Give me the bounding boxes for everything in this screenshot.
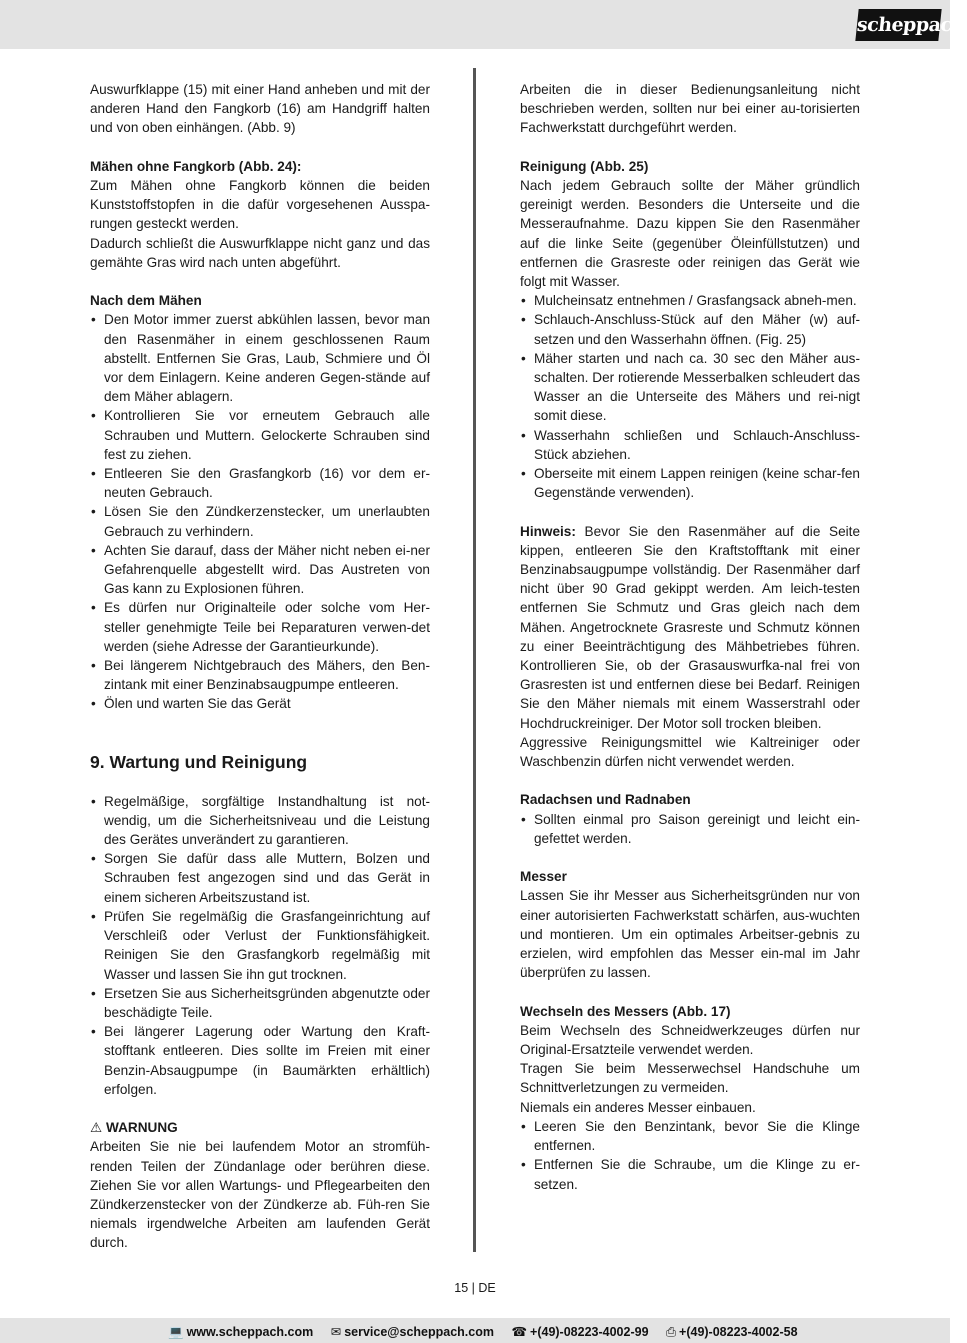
page-number: 15 | DE (454, 1281, 496, 1295)
footer-web[interactable] (168, 1325, 313, 1339)
phone-icon: ☎ (511, 1325, 528, 1339)
warning-text: Arbeiten Sie nie bei laufendem Motor an stromfüh-renden Teilen der Zündanlage oder berühren diese. Ziehen Sie vor allen Wartungs- und Pflegearbeiten den Zündkerzenstecker von der Zündkerze ab. Füh-ren Sie niemals irgendwelche Arbeiten am laufenden Gerät durch. (90, 1139, 430, 1251)
fax-number: +(49)-08223-4002-58 (679, 1325, 798, 1339)
list-item: • Schlauch-Anschluss-Stück auf den Mäher (w) auf-setzen und den Wasserhahn öffnen. (Fig. 25) (520, 310, 860, 348)
axles-heading: Radachsen und Radnaben (520, 792, 691, 808)
footer-phone (511, 1325, 648, 1339)
change-knife-text: Niemals ein anderes Messer einbauen. (520, 1099, 756, 1115)
footer-bar (0, 1318, 950, 1343)
warning-heading (90, 1118, 430, 1137)
mow-no-basket-text: Dadurch schließt die Auswurfklappe nicht ganz und das gemähte Gras wird nach unten abgeführt. (90, 235, 430, 270)
list-item: • Ersetzen Sie aus Sicherheitsgründen abgenutzte oder beschädigte Teile. (90, 984, 430, 1022)
knife-text: Lassen Sie ihr Messer aus Sicherheitsgründen nur von einer autorisierten Fachwerkstatt schärfen, aus-wuchten und montieren. Um ein optimales Arbeitser-gebnis zu erzielen, wird empfohlen das Messer ein-mal im Jahr überprüfen zu lassen. (520, 888, 860, 981)
cleaning-list (520, 291, 860, 502)
change-knife-text: Beim Wechseln des Schneidwerkzeuges dürfen nur Original-Ersatzteile verwendet werden. (520, 1022, 860, 1058)
left-column (90, 80, 430, 1253)
list-item: • Wasserhahn schließen und Schlauch-Anschluss-Stück abziehen. (520, 426, 860, 464)
scheppach-logo: scheppach (855, 9, 941, 41)
list-item: • Sorgen Sie dafür dass alle Muttern, Bolzen und Schrauben fest angezogen sind und das Gerät in einem sicheren Arbeitszustand ist. (90, 849, 430, 907)
warning-label: WARNUNG (106, 1120, 178, 1136)
list-item: • Regelmäßige, sorgfältige Instandhaltung ist not-wendig, um die Sicherheitsniveau und die Leistung des Gerätes unverändert zu garantieren. (90, 792, 430, 850)
section-title: 9. Wartung und Reinigung (90, 751, 308, 772)
note-text: Aggressive Reinigungsmittel wie Kaltreiniger oder Waschbenzin dürfen nicht verwendet werden. (520, 734, 860, 770)
list-item: • Oberseite mit einem Lappen reinigen (keine schar-fen Gegenstände verwenden). (520, 464, 860, 502)
footer-fax (666, 1325, 798, 1339)
cleaning-text: Nach jedem Gebrauch sollte der Mäher gründlich gereinigt werden. Besonders die Unterseite und die Messeraufnahme. Dazu kippen Sie den Rasenmäher auf die linke Seite (gegenüber Öleinfüllstutzen) und entfernen die Grasreste oder reinigen das Gerät wie folgt mit Wasser. (520, 178, 860, 290)
change-knife-text: Tragen Sie beim Messerwechsel Handschuhe um Schnittverletzungen zu vermeiden. (520, 1061, 860, 1096)
right-column (520, 80, 860, 1194)
warning-triangle-icon: ⚠ (90, 1120, 103, 1136)
fax-icon: ⎙ (666, 1325, 677, 1339)
list-item: • Achten Sie darauf, dass der Mäher nicht neben ei-ner Gefahrenquelle abgestellt wird. Das Austreten von Gas kann zu Explosionen führen. (90, 541, 430, 599)
list-item: • Entleeren Sie den Grasfangkorb (16) vor dem er-neuten Gebrauch. (90, 464, 430, 502)
cleaning-heading: Reinigung (Abb. 25) (520, 158, 649, 174)
after-mowing-heading: Nach dem Mähen (90, 293, 202, 309)
intro-paragraph: Auswurfklappe (15) mit einer Hand anheben und mit der anderen Hand den Fangkorb (16) am Handgriff halten und von oben einhängen. (Abb. 9) (90, 82, 430, 136)
note-label: Hinweis: (520, 523, 576, 539)
note-paragraph (520, 522, 860, 733)
header-bar (0, 0, 967, 49)
change-knife-heading: Wechseln des Messers (Abb. 17) (520, 1003, 731, 1019)
mail-icon: ✉ (330, 1325, 342, 1339)
knife-heading: Messer (520, 869, 567, 885)
list-item: • Den Motor immer zuerst abkühlen lassen, bevor man den Rasenmäher in einem geschlossenen Raum abstellt. Entfernen Sie Gras, Laub, Schmiere und Öl vor dem Einlagern. Keine anderen Gegen-stände auf dem Mäher ablagern. (90, 310, 430, 406)
list-item: • Mäher starten und nach ca. 30 sec den Mäher aus-schalten. Der rotierende Messerbalken schleudert das Wasser an die Unterseite des Mähers und rei-nigt somit diese. (520, 349, 860, 426)
list-item: • Sollten einmal pro Saison gereinigt und leicht ein-gefettet werden. (520, 810, 860, 848)
note-text: Bevor Sie den Rasenmäher auf die Seite kippen, entleeren Sie den Kraftstofftank mit einer Benzinabsaugpumpe vollständig. Der Rasenmäher darf nicht über 90 Grad gekippt werden. Am leich-testen entfernen Sie Schmutz und Gras gleich nach dem Mähen. Angetrocknete Grasreste und Schmutz können zu einer Beeinträchtigung des Mähbetriebes führen. Kontrollieren Sie, ob der Grasauswurfka-nal frei von Grasresten ist und entfernen diese bei Bedarf. Reinigen Sie den Mäher niemals mit einem Wasserstrahl oder Hochdruckreiniger. Der Motor soll trocken bleiben. (520, 523, 860, 731)
mow-no-basket-heading: Mähen ohne Fangkorb (Abb. 24): (90, 158, 302, 174)
mow-no-basket-text: Zum Mähen ohne Fangkorb können die beiden Kunststoffstopfen in die dafür vorgesehenen Ausspa-rungen gesteckt werden. (90, 178, 430, 232)
phone-number: +(49)-08223-4002-99 (530, 1325, 649, 1339)
list-item: • Entfernen Sie die Schraube, um die Klinge zu er-setzen. (520, 1155, 860, 1193)
list-item: • Kontrollieren Sie vor erneutem Gebrauch alle Schrauben und Muttern. Gelockerte Schrauben sind fest zu ziehen. (90, 406, 430, 464)
list-item: • Leeren Sie den Benzintank, bevor Sie die Klinge entfernen. (520, 1117, 860, 1155)
list-item: • Bei längerem Nichtgebrauch des Mähers, den Ben-zintank mit einer Benzinabsaugpumpe entleeren. (90, 656, 430, 694)
list-item: • Ölen und warten Sie das Gerät (90, 694, 430, 713)
list-item: • Lösen Sie den Zündkerzenstecker, um unerlaubten Gebrauch zu verhindern. (90, 502, 430, 540)
axles-list (520, 810, 860, 848)
list-item: • Mulcheinsatz entnehmen / Grasfangsack abneh-men. (520, 291, 860, 310)
email-link[interactable]: service@scheppach.com (344, 1325, 494, 1339)
list-item: • Es dürfen nur Originalteile oder solche vom Her-steller genehmigte Teile bei Reparaturen verwen-det werden (siehe Adresse der Garantieurkunde). (90, 598, 430, 656)
computer-icon: 💻 (168, 1325, 184, 1339)
list-item: • Prüfen Sie regelmäßig die Grasfangeinrichtung auf Verschleiß oder Verlust der Funktionsfähigkeit. Reinigen Sie den Grasfangkorb regelmäßig mit Wasser und lassen Sie ihn gut trocknen. (90, 907, 430, 984)
list-item: • Bei längerer Lagerung oder Wartung den Kraft-stofftank entleeren. Dies sollte im Freien mit einer Benzin-Absaugpumpe (in Baumärkten erhältlich) erfolgen. (90, 1022, 430, 1099)
footer-email[interactable] (331, 1325, 494, 1339)
intro-paragraph: Arbeiten die in dieser Bedienungsanleitung nicht beschrieben werden, sollten nur bei einer au-torisierten Fachwerkstatt durchgeführt werden. (520, 82, 860, 136)
change-knife-list (520, 1117, 860, 1194)
column-divider (473, 68, 476, 1252)
footer-contacts (168, 1324, 812, 1340)
web-link[interactable]: www.scheppach.com (186, 1325, 314, 1339)
maintenance-list (90, 792, 430, 1099)
after-mowing-list (90, 310, 430, 713)
